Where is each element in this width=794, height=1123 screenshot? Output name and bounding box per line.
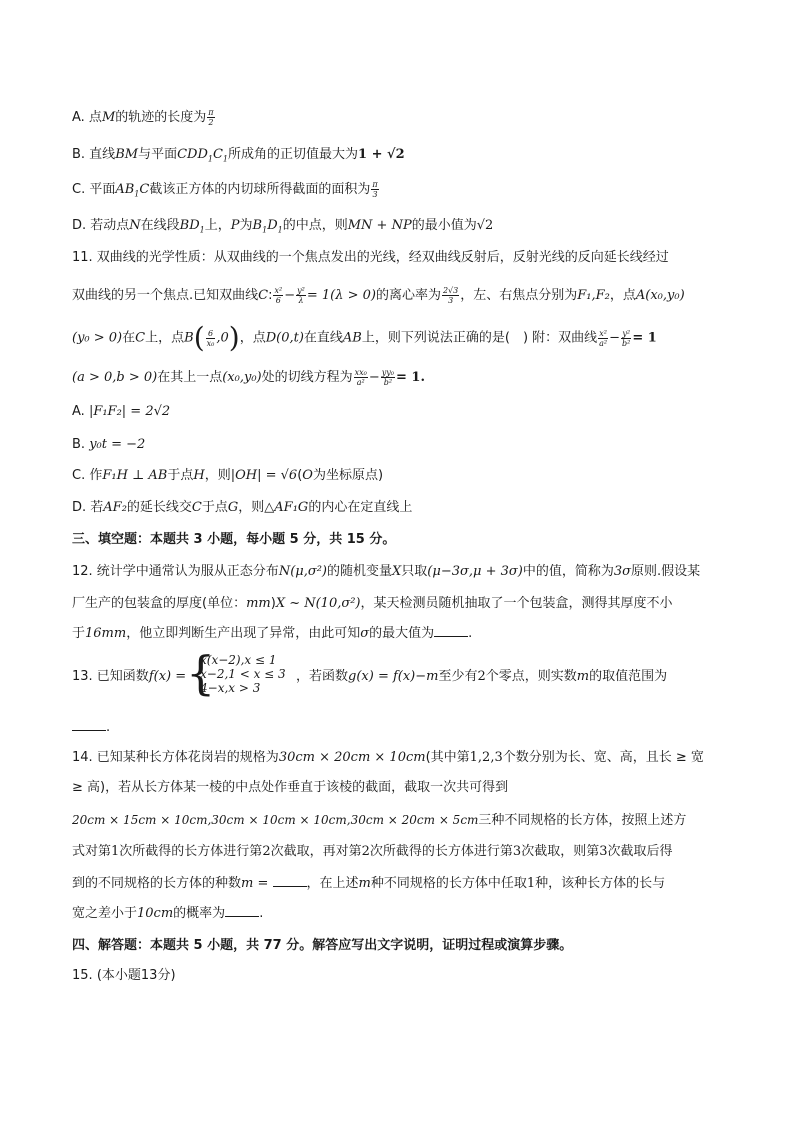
piecewise-brace: { [186, 646, 216, 700]
answer-blank[interactable] [273, 874, 307, 887]
left-paren: ( [193, 321, 205, 354]
q11-line-3: (y₀ > 0)在C上，点B( $\frac{6}{\text{x₀}}$ ,0)，点D(0,t)在直线AB上，则下列说法正确的是( ) 附：双曲线 $\frac{\text{x²}}{\text{a²}}$ − $\frac{\text{y²}}{\text{b²}}$ = 1 [72, 321, 657, 354]
q12-line-1: 12. 统计学中通常认为服从正态分布N(μ,σ²)的随机变量X只取(μ−3σ,μ + 3σ)中的值，简称为3σ原则.假设某 [72, 564, 701, 579]
q10-option-d: D. 若动点N在线段$BD_1$上，P为$B_1D_1$的中点，则MN + NP的最小值为√2 [72, 218, 494, 235]
q11-option-c: C. 作F₁H ⊥ AB于点H，则|OH| = √6(O为坐标原点) [72, 468, 384, 483]
q14-line-6: 宽之差小于10cm的概率为 . [72, 906, 264, 921]
q14-line-2: ≥ 高)，若从长方体某一棱的中点处作垂直于该棱的截面，截取一次共可得到 [72, 780, 509, 795]
fraction: $\frac{\pi}{2}$ [208, 108, 214, 127]
fraction: $\frac{2√3}{3}$ [442, 286, 459, 305]
q15-heading: 15. (本小题13分) [72, 968, 176, 983]
q10-option-c: C. 平面$AB_1C$截该正方体的内切球所得截面的面积为 $\frac{\pi}{3}$ [72, 180, 378, 199]
q11-line-2: 双曲线的另一个焦点.已知双曲线C: $\frac{\text{x²}}{6}$ − $\frac{\text{y²}}{\lambda}$ = 1(λ > 0)的离心率为 $\frac{2√3}{3}$ ，左、右焦点分别为F₁,F₂，点A(x₀,y₀) [72, 286, 685, 305]
fraction: $\frac{\text{x²}}{6}$ [274, 286, 283, 305]
section-4-heading: 四、解答题：本题共 5 小题，共 77 分。解答应写出文字说明，证明过程或演算步骤。 [72, 938, 573, 953]
q10-option-a: A. 点M的轨迹的长度为 $\frac{\pi}{2}$ [72, 108, 214, 127]
q14-line-4: 式对第1次所截得的长方体进行第2次截取，再对第2次所截得的长方体进行第3次截取，则第3次截取后得 [72, 844, 673, 859]
q13-line-1-cont: ，若函数g(x) = f(x)−m至少有2个零点，则实数m的取值范围为 [296, 669, 668, 684]
answer-blank[interactable] [72, 718, 106, 731]
fraction: $\frac{\text{yy₀}}{\text{b²}}$ [381, 368, 395, 387]
answer-blank[interactable] [225, 904, 259, 917]
piecewise-case-1: x(x−2),x ≤ 1 [200, 653, 277, 667]
section-3-heading: 三、填空题：本题共 3 小题，每小题 5 分，共 15 分。 [72, 532, 396, 547]
q14-line-5: 到的不同规格的长方体的种数m = ，在上述m种不同规格的长方体中任取1种，该种长方体的长与 [72, 876, 666, 891]
q11-option-a: A. |F₁F₂| = 2√2 [72, 404, 171, 419]
q13-line-1: 13. 已知函数f(x) = [72, 669, 187, 684]
q11-line-1: 11. 双曲线的光学性质：从双曲线的一个焦点发出的光线，经双曲线反射后，反射光线的反向延长线经过 [72, 250, 669, 265]
q12-line-3: 于16mm，他立即判断生产出现了异常，由此可知σ的最大值为 . [72, 626, 473, 641]
piecewise-case-3: 4−x,x > 3 [200, 681, 261, 695]
q14-line-3: 20cm × 15cm × 10cm,30cm × 10cm × 10cm,30cm × 20cm × 5cm三种不同规格的长方体，按照上述方 [72, 813, 687, 828]
q12-line-2: 厂生产的包装盒的厚度(单位：mm)X ~ N(10,σ²)，某天检测员随机抽取了一个包装盒，测得其厚度不小 [72, 596, 673, 611]
fraction: $\frac{\text{x²}}{\text{a²}}$ [599, 328, 608, 348]
q13-line-2: . [72, 718, 732, 738]
q10-option-b: B. 直线BM与平面$CDD_1C_1$所成角的正切值最大为1 + √2 [72, 147, 405, 164]
fraction: $\frac{6}{\text{x₀}}$ [206, 328, 215, 348]
q14-line-1: 14. 已知某种长方体花岗岩的规格为30cm × 20cm × 10cm(其中第1,2,3个数分别为长、宽、高，且长 ≥ 宽 [72, 750, 704, 765]
q11-option-d: D. 若AF₂的延长线交C于点G，则△AF₁G的内心在定直线上 [72, 500, 413, 515]
answer-blank[interactable] [434, 624, 468, 637]
piecewise-case-2: x−2,1 < x ≤ 3 [200, 667, 286, 681]
q11-option-b: B. y₀t = −2 [72, 437, 146, 452]
fraction: $\frac{\text{xx₀}}{\text{a²}}$ [354, 368, 367, 387]
fraction: $\frac{\text{y²}}{\text{b²}}$ [622, 328, 631, 348]
fraction: $\frac{\text{y²}}{\lambda}$ [297, 286, 305, 305]
fraction: $\frac{\pi}{3}$ [372, 180, 378, 199]
q11-line-4: (a > 0,b > 0)在其上一点(x₀,y₀)处的切线方程为 $\frac{\text{xx₀}}{\text{a²}}$ − $\frac{\text{yy₀}}{\text{b²}}$ = 1. [72, 368, 426, 387]
right-paren: ) [228, 321, 240, 354]
